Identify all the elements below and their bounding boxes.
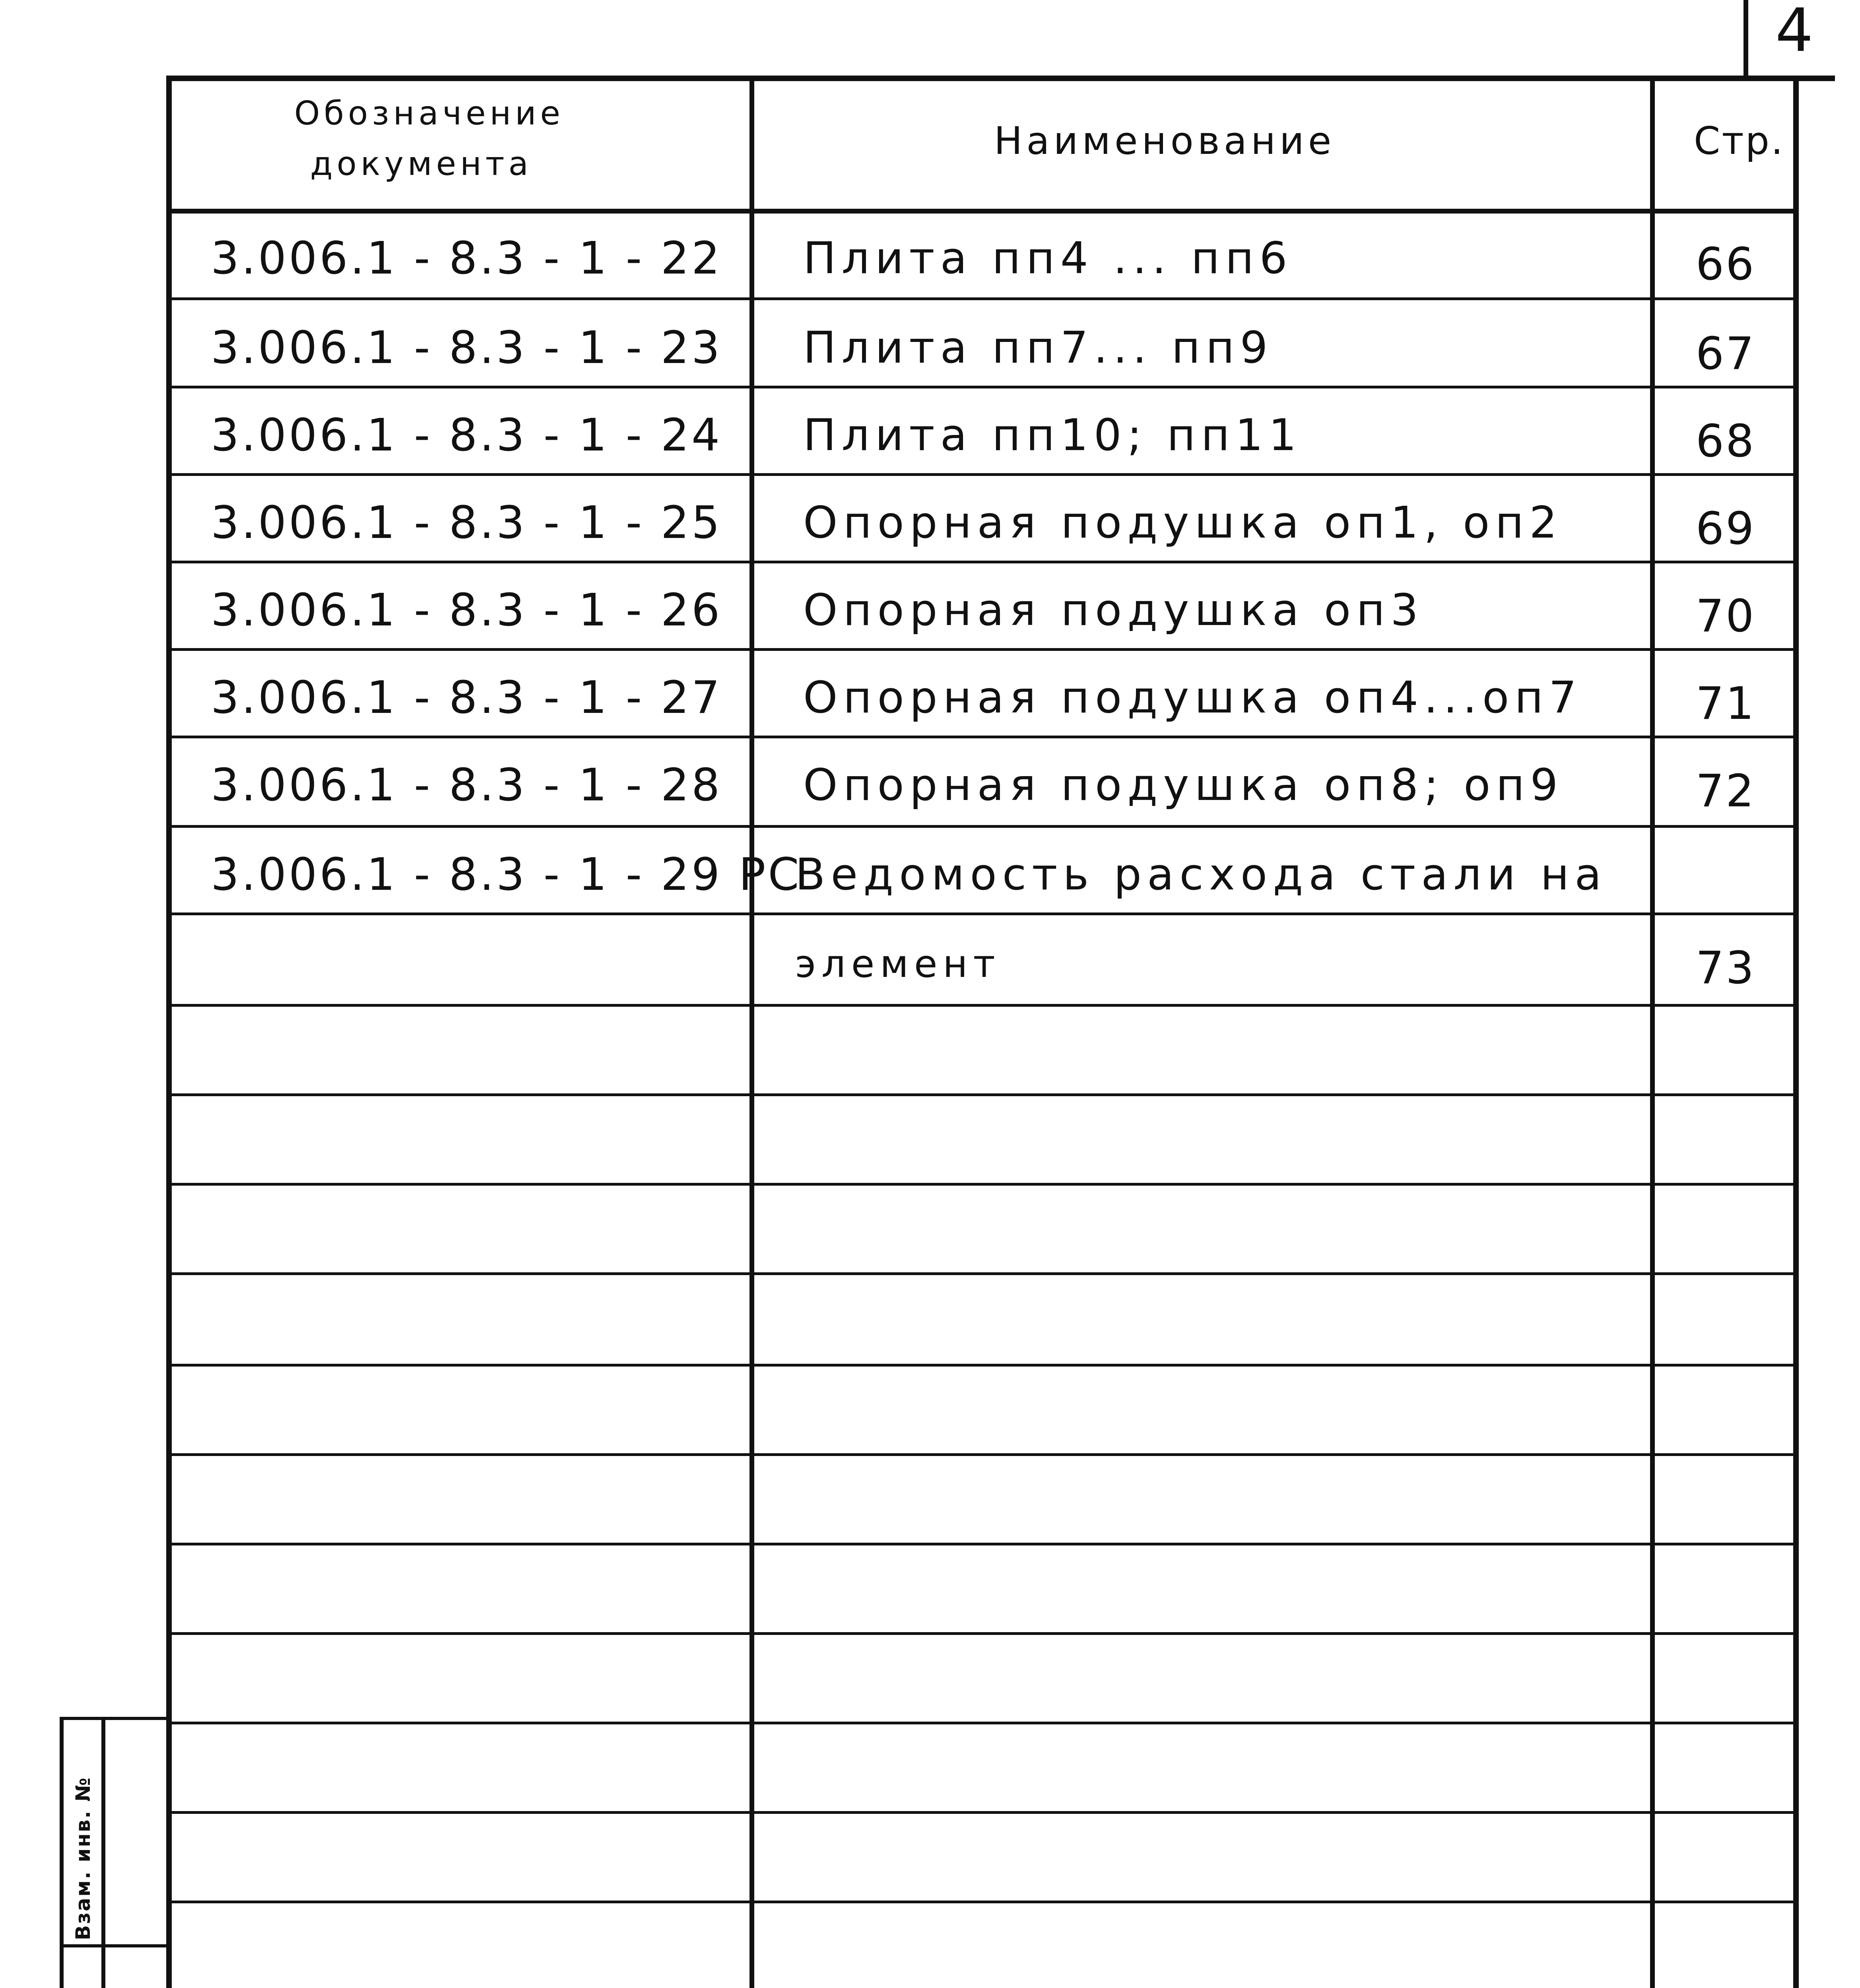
corner-frame-vertical xyxy=(1744,0,1748,78)
row-code: 3.006.1 - 8.3 - 1 - 22 xyxy=(211,233,722,284)
row-code: 3.006.1 - 8.3 - 1 - 23 xyxy=(211,322,722,374)
row-line xyxy=(169,825,1797,828)
frame-left xyxy=(166,76,172,1988)
row-line xyxy=(169,912,1797,915)
col-divider-1 xyxy=(749,76,754,1988)
row-name: Опорная подушка оп8; оп9 xyxy=(803,759,1564,810)
row-line xyxy=(169,561,1797,563)
frame-right xyxy=(1793,76,1799,1988)
frame-top xyxy=(169,76,1835,81)
stamp-divider-1 xyxy=(60,1944,171,1947)
row-name: Опорная подушка оп3 xyxy=(803,584,1424,635)
row-name: Опорная подушка оп1, оп2 xyxy=(803,497,1563,548)
row-name: Плита пп7... пп9 xyxy=(803,322,1274,373)
row-line xyxy=(169,1093,1797,1096)
stamp-vzam-inv: Взам. инв. № xyxy=(72,1776,95,1940)
row-line xyxy=(169,1632,1797,1635)
row-code: 3.006.1 - 8.3 - 1 - 25 xyxy=(211,497,722,549)
row-line xyxy=(169,1183,1797,1186)
row-line xyxy=(169,1811,1797,1814)
corner-sheet-number: 4 xyxy=(1775,0,1813,65)
row-page: 70 xyxy=(1695,590,1756,642)
row-page: 66 xyxy=(1695,239,1756,290)
header-page: Стр. xyxy=(1694,119,1785,163)
row-page: 71 xyxy=(1695,678,1756,730)
row-code: 3.006.1 - 8.3 - 1 - 28 xyxy=(211,759,722,811)
row-page: 68 xyxy=(1695,415,1756,467)
row-name: Плита пп10; пп11 xyxy=(803,410,1302,460)
row-page: 67 xyxy=(1695,328,1756,380)
header-name: Наименование xyxy=(994,119,1336,163)
row-line xyxy=(169,386,1797,388)
header-divider xyxy=(169,209,1797,214)
row-line xyxy=(169,1004,1797,1007)
stamp-inner-left xyxy=(101,1718,105,1988)
row-name: элемент xyxy=(795,942,1001,986)
row-line xyxy=(169,1453,1797,1456)
row-page: 69 xyxy=(1695,503,1756,555)
header-designation-line2: документа xyxy=(310,145,532,183)
row-line xyxy=(169,297,1797,300)
col-divider-2 xyxy=(1650,76,1655,1988)
row-line xyxy=(169,1901,1797,1903)
row-code: 3.006.1 - 8.3 - 1 - 27 xyxy=(211,672,722,724)
row-code: 3.006.1 - 8.3 - 1 - 26 xyxy=(211,584,722,636)
row-code: 3.006.1 - 8.3 - 1 - 29 РС xyxy=(211,849,802,901)
row-line xyxy=(169,648,1797,651)
row-line xyxy=(169,736,1797,738)
row-name: Ведомость расхода стали на xyxy=(795,849,1607,900)
row-code: 3.006.1 - 8.3 - 1 - 24 xyxy=(211,410,722,461)
header-designation-line1: Обозначение xyxy=(294,95,564,132)
row-line xyxy=(169,473,1797,476)
row-line xyxy=(169,1272,1797,1275)
row-line xyxy=(169,1364,1797,1367)
stamp-top xyxy=(60,1717,171,1720)
row-line xyxy=(169,1722,1797,1724)
row-line xyxy=(169,1543,1797,1545)
row-page: 73 xyxy=(1695,942,1756,994)
row-name: Плита пп4 ... пп6 xyxy=(803,233,1293,283)
stamp-outer-left xyxy=(60,1718,64,1988)
row-page: 72 xyxy=(1695,765,1756,817)
row-name: Опорная подушка оп4...оп7 xyxy=(803,672,1582,723)
